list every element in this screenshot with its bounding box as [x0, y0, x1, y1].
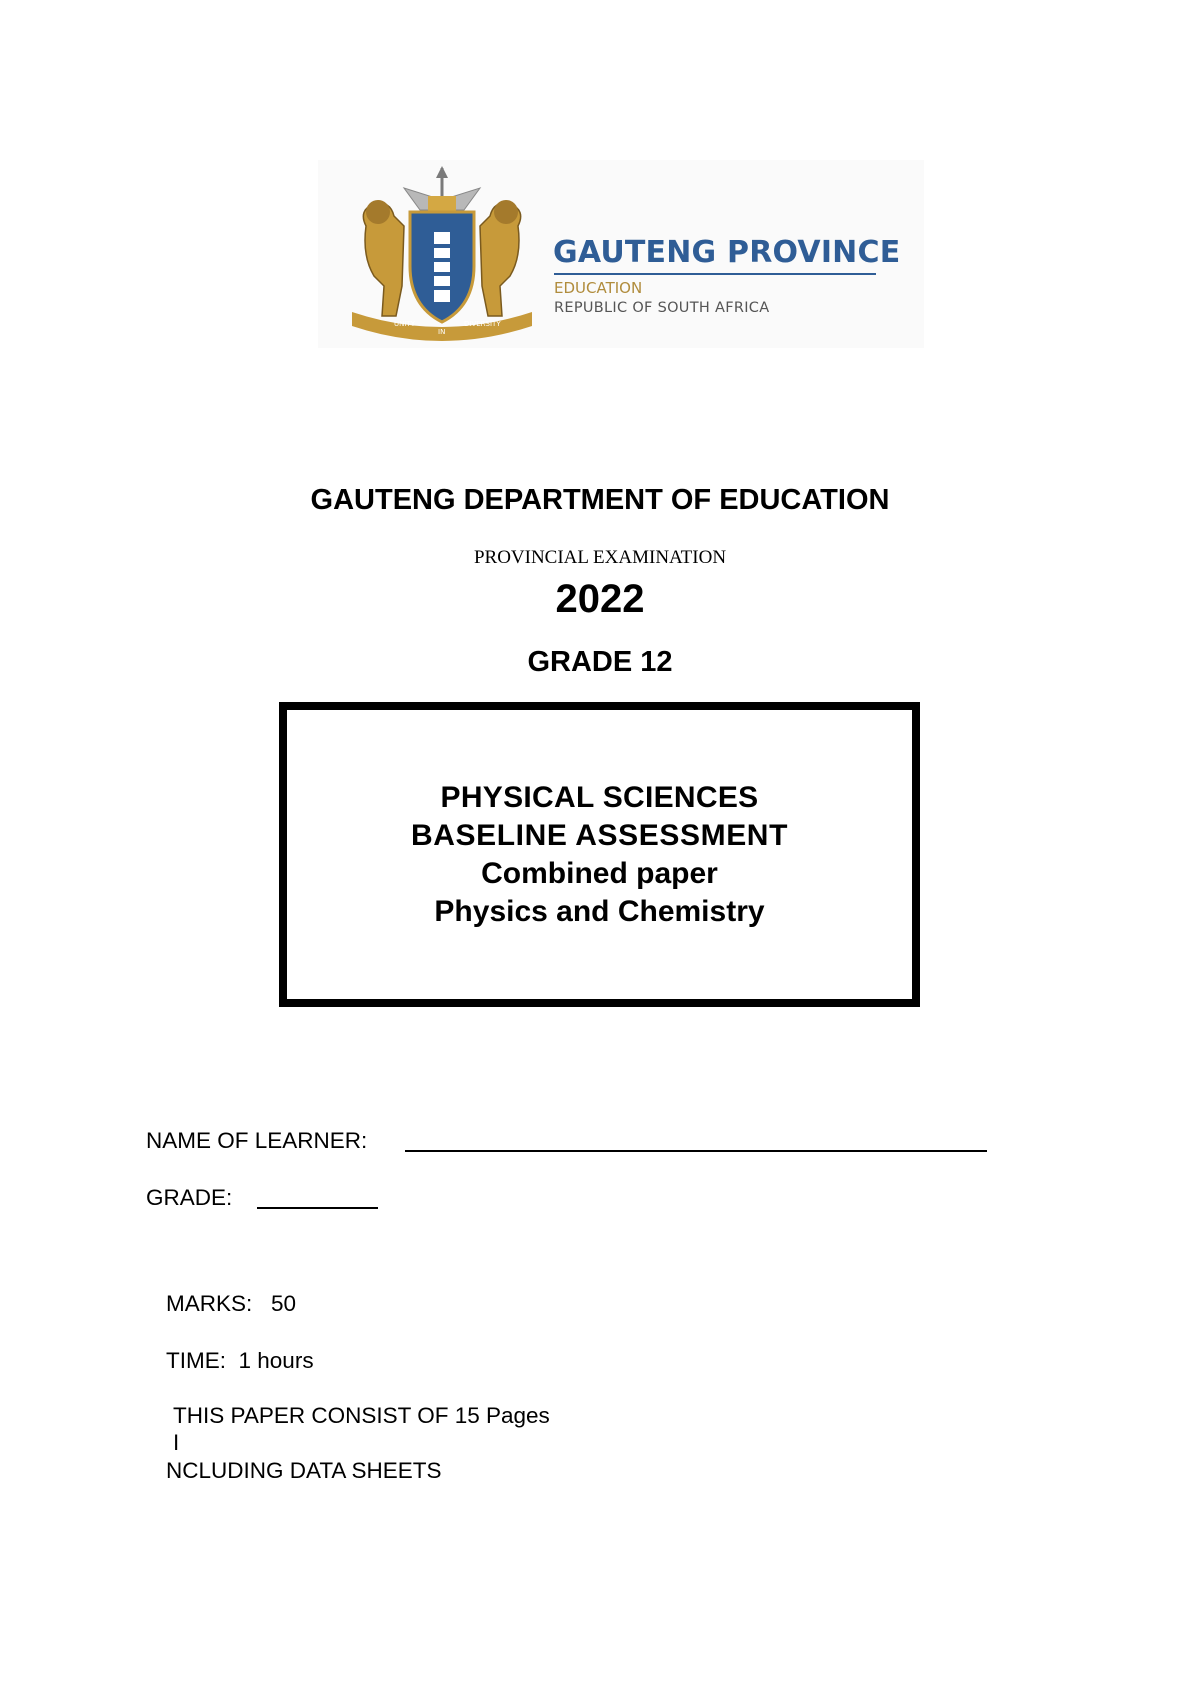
time-value: 1 hours — [238, 1348, 314, 1373]
subject-name: PHYSICAL SCIENCES — [440, 781, 759, 814]
grade-fill-line[interactable] — [257, 1207, 378, 1209]
marks-line — [166, 1291, 296, 1317]
gauteng-logo — [318, 160, 924, 348]
paper-components: Physics and Chemistry — [434, 895, 765, 928]
motto-word: IN — [438, 328, 446, 336]
grade-heading: GRADE 12 — [527, 646, 673, 678]
logo-country: REPUBLIC OF SOUTH AFRICA — [554, 300, 770, 316]
grade-label: GRADE: — [146, 1185, 233, 1210]
time-label: TIME: — [166, 1348, 226, 1373]
logo-subtitle: EDUCATION — [554, 279, 643, 297]
name-label: NAME OF LEARNER: — [146, 1128, 368, 1153]
marks-label: MARKS: — [166, 1291, 253, 1316]
pages-text: THIS PAPER CONSIST OF 15 Pages — [173, 1403, 550, 1428]
assessment-name: BASELINE ASSESSMENT — [410, 819, 788, 852]
exam-type: PROVINCIAL EXAMINATION — [473, 547, 727, 568]
paper-type: Combined paper — [481, 857, 718, 890]
logo-underline — [554, 273, 876, 275]
coat-of-arms-icon — [344, 166, 540, 342]
subject-title-box — [279, 702, 920, 1007]
pages-text-break: I — [173, 1430, 180, 1455]
exam-year: 2022 — [555, 577, 645, 621]
logo-title: GAUTENG PROVINCE — [553, 235, 901, 270]
department-title: GAUTENG DEPARTMENT OF EDUCATION — [310, 484, 890, 516]
motto-word: UNITY — [394, 320, 415, 328]
marks-value: 50 — [271, 1291, 297, 1316]
motto-word: DIVERSITY — [464, 320, 501, 328]
name-fill-line[interactable] — [405, 1150, 987, 1152]
time-line — [166, 1348, 314, 1374]
pages-text-continued: NCLUDING DATA SHEETS — [166, 1458, 442, 1483]
